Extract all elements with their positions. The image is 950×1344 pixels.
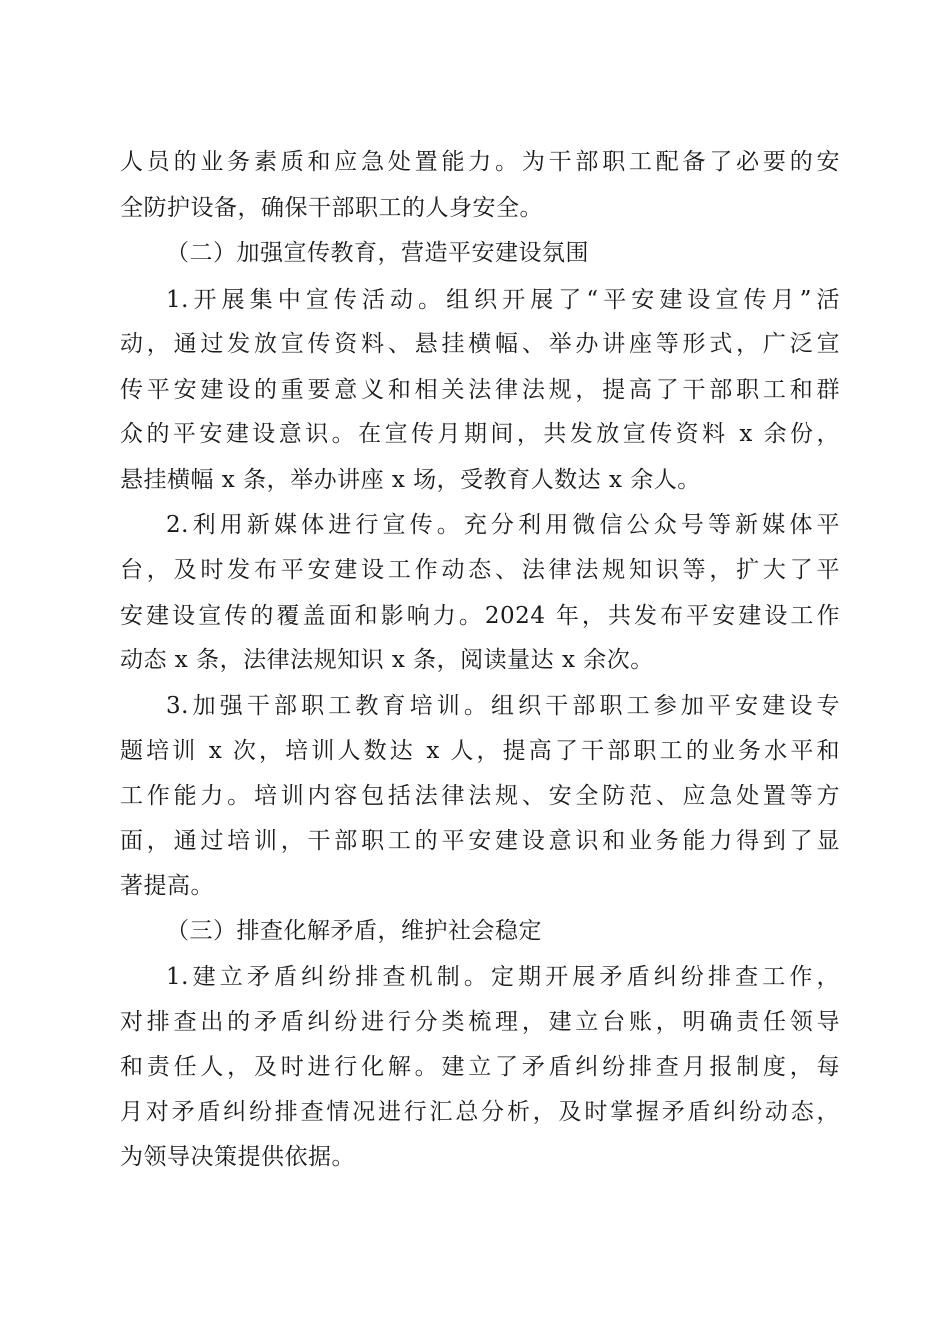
body-text-line: 人员的业务素质和应急处置能力。为干部职工配备了必要的安 [120, 149, 840, 175]
body-text-line: 著提高。 [120, 873, 214, 899]
body-text-line: 题培训 x 次，培训人数达 x 人，提高了干部职工的业务水平和 [120, 738, 840, 764]
body-text-line: 1.建立矛盾纠纷排查机制。定期开展矛盾纠纷排查工作， [166, 964, 840, 990]
body-text-line: 月对矛盾纠纷排查情况进行汇总分析，及时掌握矛盾纠纷动态， [120, 1099, 840, 1125]
body-text-line: 动态 x 条，法律法规知识 x 条，阅读量达 x 余次。 [120, 647, 654, 673]
body-text-line: 众的平安建设意识。在宣传月期间，共发放宣传资料 x 余份， [120, 421, 840, 447]
body-text-line: 对排查出的矛盾纠纷进行分类梳理，建立台账，明确责任领导 [120, 1009, 840, 1035]
body-text-line: 动，通过发放宣传资料、悬挂横幅、举办讲座等形式，广泛宣 [120, 331, 840, 357]
body-text-line: 面，通过培训，干部职工的平安建设意识和业务能力得到了显 [120, 828, 840, 854]
body-text-line: 工作能力。培训内容包括法律法规、安全防范、应急处置等方 [120, 783, 840, 809]
body-text-line: 悬挂横幅 x 条，举办讲座 x 场，受教育人数达 x 余人。 [120, 467, 701, 493]
body-text-line: 为领导决策提供依据。 [120, 1144, 355, 1170]
body-text-line: 传平安建设的重要意义和相关法律法规，提高了干部职工和群 [120, 377, 840, 403]
body-text-line: 安建设宣传的覆盖面和影响力。2024 年，共发布平安建设工作 [120, 603, 840, 629]
body-text-line: 3.加强干部职工教育培训。组织干部职工参加平安建设专 [166, 693, 840, 719]
body-text-line: 台，及时发布平安建设工作动态、法律法规知识等，扩大了平 [120, 557, 840, 583]
body-text-line: 2.利用新媒体进行宣传。充分利用微信公众号等新媒体平 [166, 512, 840, 538]
body-text-line: 和责任人，及时进行化解。建立了矛盾纠纷排查月报制度，每 [120, 1054, 840, 1080]
body-text-line: 1.开展集中宣传活动。组织开展了“平安建设宣传月”活 [166, 287, 840, 313]
body-text-line: 全防护设备，确保干部职工的人身安全。 [120, 195, 543, 221]
section-heading-2: （二）加强宣传教育，营造平安建设氛围 [166, 240, 589, 266]
section-heading-3: （三）排查化解矛盾，维护社会稳定 [166, 918, 542, 944]
